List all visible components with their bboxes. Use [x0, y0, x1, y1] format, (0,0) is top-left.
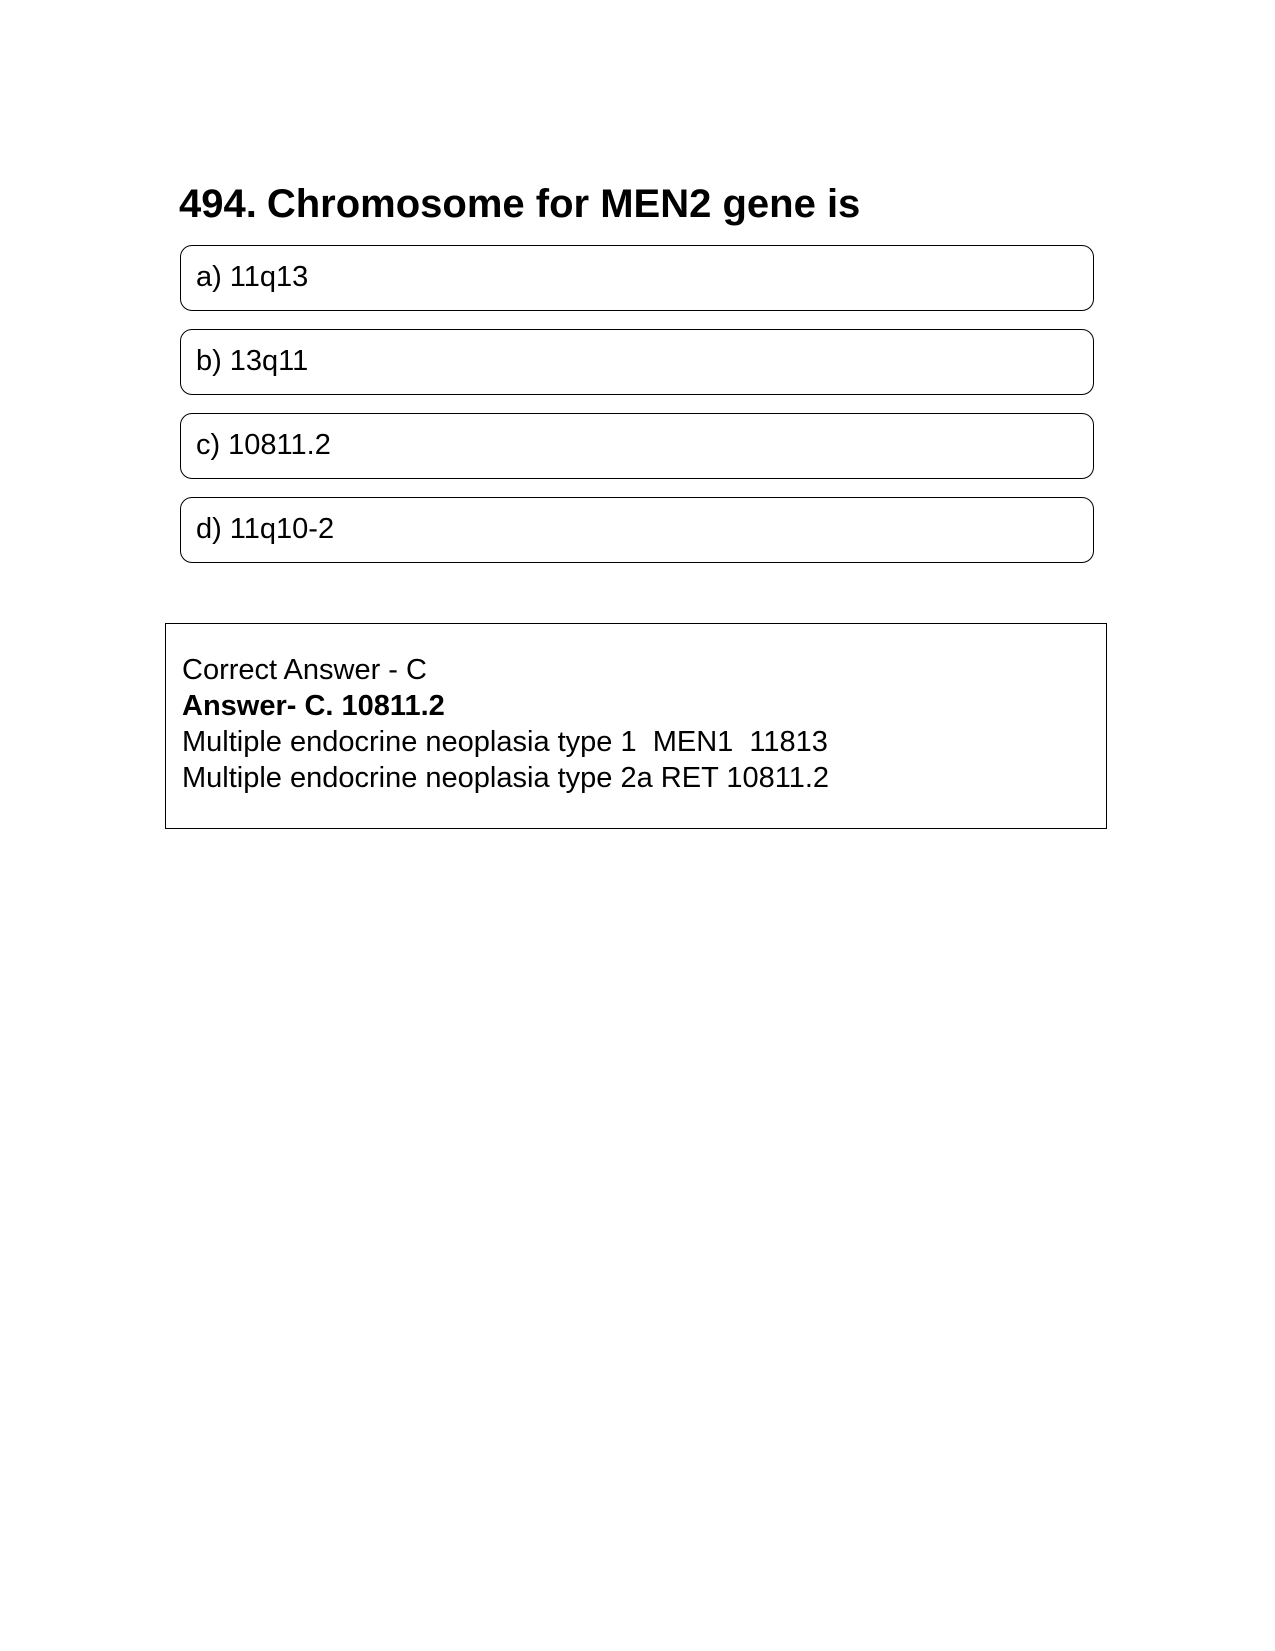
explanation-line: Multiple endocrine neoplasia type 1 MEN1 11813 — [182, 726, 828, 758]
question-title — [179, 176, 860, 232]
answer-box — [165, 623, 1107, 829]
explanation-line: Multiple endocrine neoplasia type 2a RET 10811.2 — [182, 762, 830, 794]
option-value: 11q10-2 — [229, 513, 335, 545]
option-b[interactable] — [180, 329, 1094, 395]
question-number: 494. — [179, 182, 257, 226]
option-c[interactable] — [180, 413, 1094, 479]
option-value: 11q13 — [229, 261, 309, 293]
option-value: 13q11 — [229, 345, 309, 377]
option-letter: c) — [196, 429, 221, 461]
option-value: 10811.2 — [228, 429, 331, 461]
option-a[interactable] — [180, 245, 1094, 311]
question-text: Chromosome for MEN2 gene is — [266, 182, 861, 226]
option-letter: d) — [196, 513, 222, 545]
correct-answer-line: Correct Answer - C — [182, 654, 427, 686]
option-d[interactable] — [180, 497, 1094, 563]
option-letter: b) — [196, 345, 222, 377]
answer-line: Answer- C. 10811.2 — [182, 690, 445, 722]
option-letter: a) — [196, 261, 222, 293]
